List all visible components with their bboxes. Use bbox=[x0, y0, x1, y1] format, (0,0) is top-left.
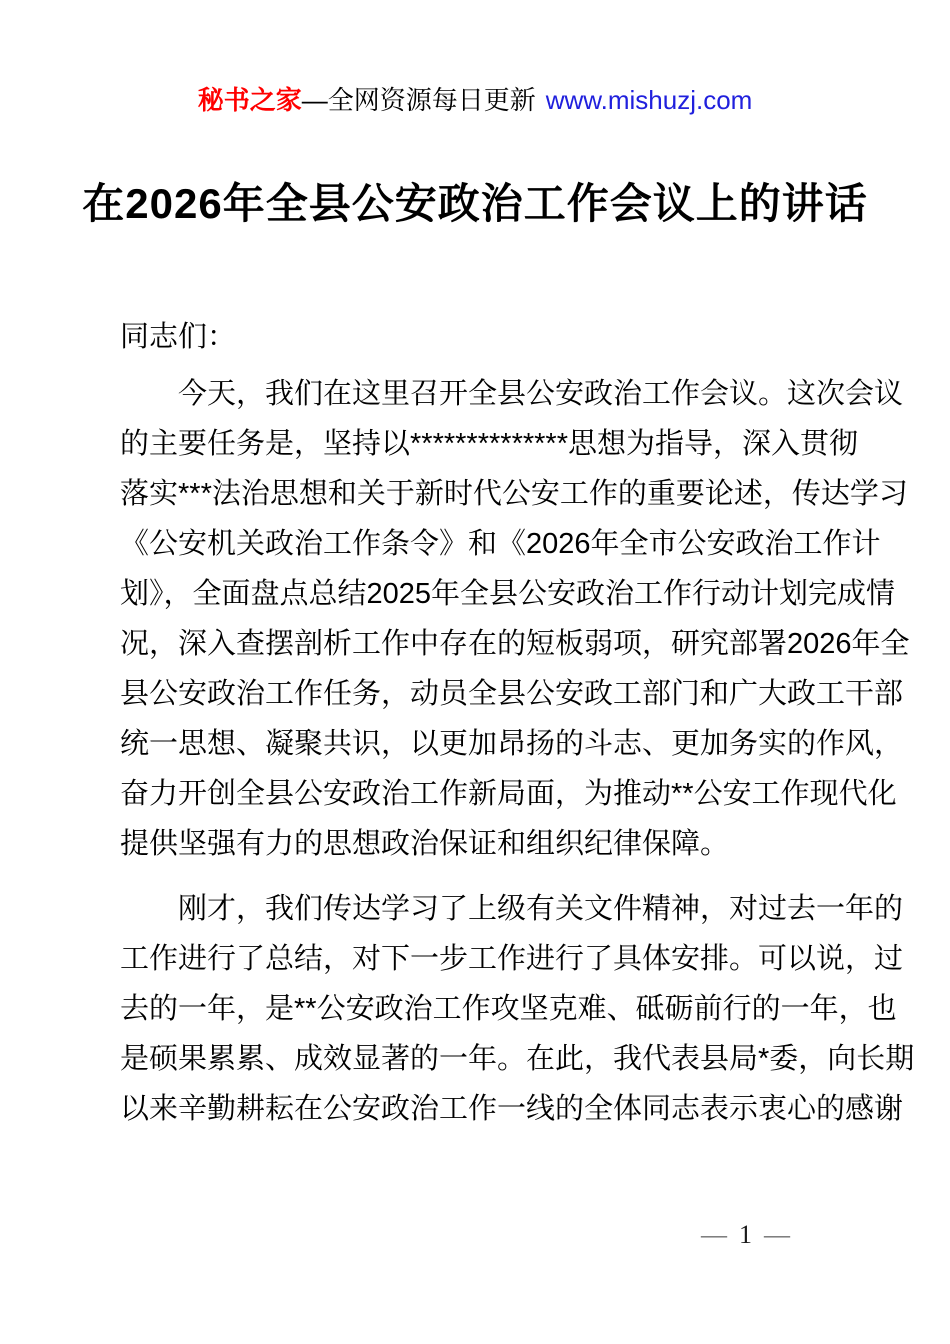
page-number-footer bbox=[689, 1220, 802, 1250]
body-line: 去的一年，是**公安政治工作攻坚克难、砥砺前行的一年，也 bbox=[120, 993, 897, 1025]
footer-right-dash: — bbox=[764, 1220, 790, 1249]
document-body bbox=[120, 312, 915, 1134]
paragraph bbox=[120, 369, 910, 869]
site-url-link[interactable]: www.mishuzj.com bbox=[545, 85, 753, 115]
footer-left-dash: — bbox=[701, 1220, 727, 1249]
body-line: 《公安机关政治工作条令》和《2026年全市公安政治工作计 bbox=[120, 528, 881, 560]
body-line: 统一思想、凝聚共识，以更加昂扬的斗志、更加务实的作风， bbox=[120, 728, 904, 760]
body-line: 提供坚强有力的思想政治保证和组织纪律保障。 bbox=[120, 828, 730, 860]
body-line: 工作进行了总结，对下一步工作进行了具体安排。可以说，过 bbox=[120, 943, 904, 975]
body-line: 划》，全面盘点总结2025年全县公安政治工作行动计划完成情 bbox=[120, 578, 896, 610]
page-number: 1 bbox=[739, 1220, 752, 1249]
body-line: 县公安政治工作任务，动员全县公安政工部门和广大政工干部 bbox=[120, 678, 904, 710]
site-header bbox=[0, 82, 950, 118]
body-line: 是硕果累累、成效显著的一年。在此，我代表县局*委，向长期 bbox=[120, 1043, 915, 1075]
paragraph bbox=[120, 884, 915, 1134]
body-line: 今天，我们在这里召开全县公安政治工作会议。这次会议 bbox=[178, 378, 904, 410]
header-separator: — bbox=[301, 85, 328, 115]
body-line: 的主要任务是，坚持以**************思想为指导，深入贯彻 bbox=[120, 428, 858, 460]
body-line: 奋力开创全县公安政治工作新局面，为推动**公安工作现代化 bbox=[120, 778, 897, 810]
site-tagline: 全网资源每日更新 bbox=[327, 85, 536, 115]
document-title: 在2026年全县公安政治工作会议上的讲话 bbox=[82, 180, 868, 227]
body-line: 落实***法治思想和关于新时代公安工作的重要论述，传达学习 bbox=[120, 478, 908, 510]
paragraphs-container bbox=[120, 369, 915, 1134]
site-name: 秘书之家 bbox=[197, 85, 302, 115]
body-line: 刚才，我们传达学习了上级有关文件精神，对过去一年的 bbox=[178, 893, 904, 925]
body-line: 以来辛勤耕耘在公安政治工作一线的全体同志表示衷心的感谢 bbox=[120, 1093, 904, 1125]
salutation: 同志们： bbox=[120, 321, 237, 353]
body-line: 况，深入查摆剖析工作中存在的短板弱项，研究部署2026年全 bbox=[120, 628, 910, 660]
